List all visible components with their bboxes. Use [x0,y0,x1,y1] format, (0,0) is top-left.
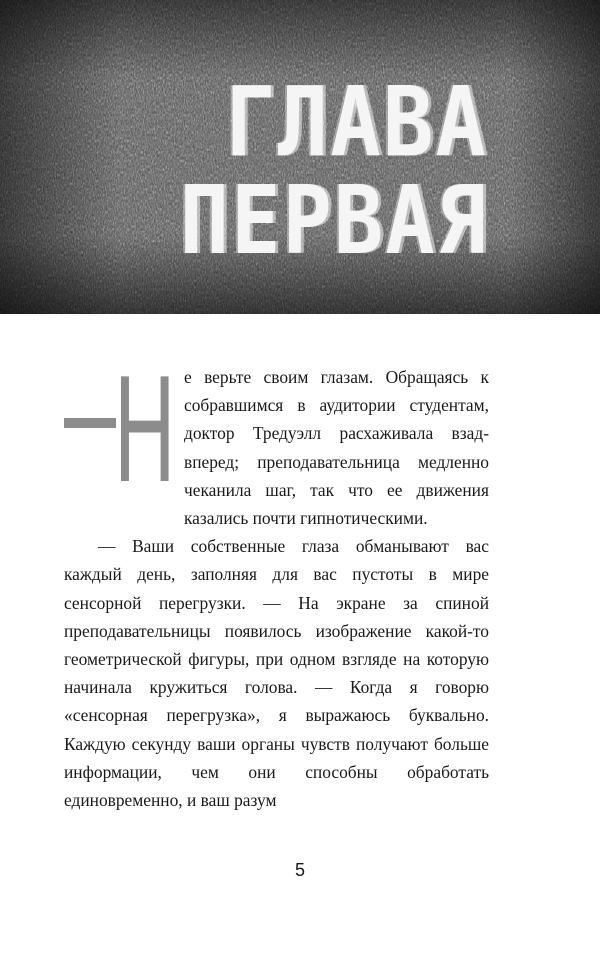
drop-cap-letter: Н [114,344,176,514]
chapter-title-line2: ПЕРВАЯ [179,166,488,277]
chapter-body [64,344,489,814]
drop-cap [64,344,184,514]
paragraph-1: е верьте своим глазам. Обращаясь к собравшимся в аудитории студентам, доктор Тредуэлл расхаживала взад-вперед; преподавательница медленно чеканила шаг, так что ее движения казались почти гипнотическими. [184,367,489,529]
page-number: 5 [294,860,305,880]
chapter-banner [0,0,600,314]
drop-cap-dash [64,418,116,428]
chapter-title [179,65,488,277]
paragraph-2: — Ваши собственные глаза обманывают вас каждый день, заполняя для вас пустоты в мире сенсорной перегрузки. — На экране за спиной преподавательницы появилось изображение какой-то геометрической фигуры, при одном взгляде на которую начинала кружиться голова. — Когда я говорю «сенсорная перегрузка», я выражаюсь буквально. Каждую секунду ваши органы чувств получают больше информации, чем они способны обработать единовременно, и ваш разум [64,536,489,811]
chapter-title-line1: ГЛАВА [225,65,488,179]
